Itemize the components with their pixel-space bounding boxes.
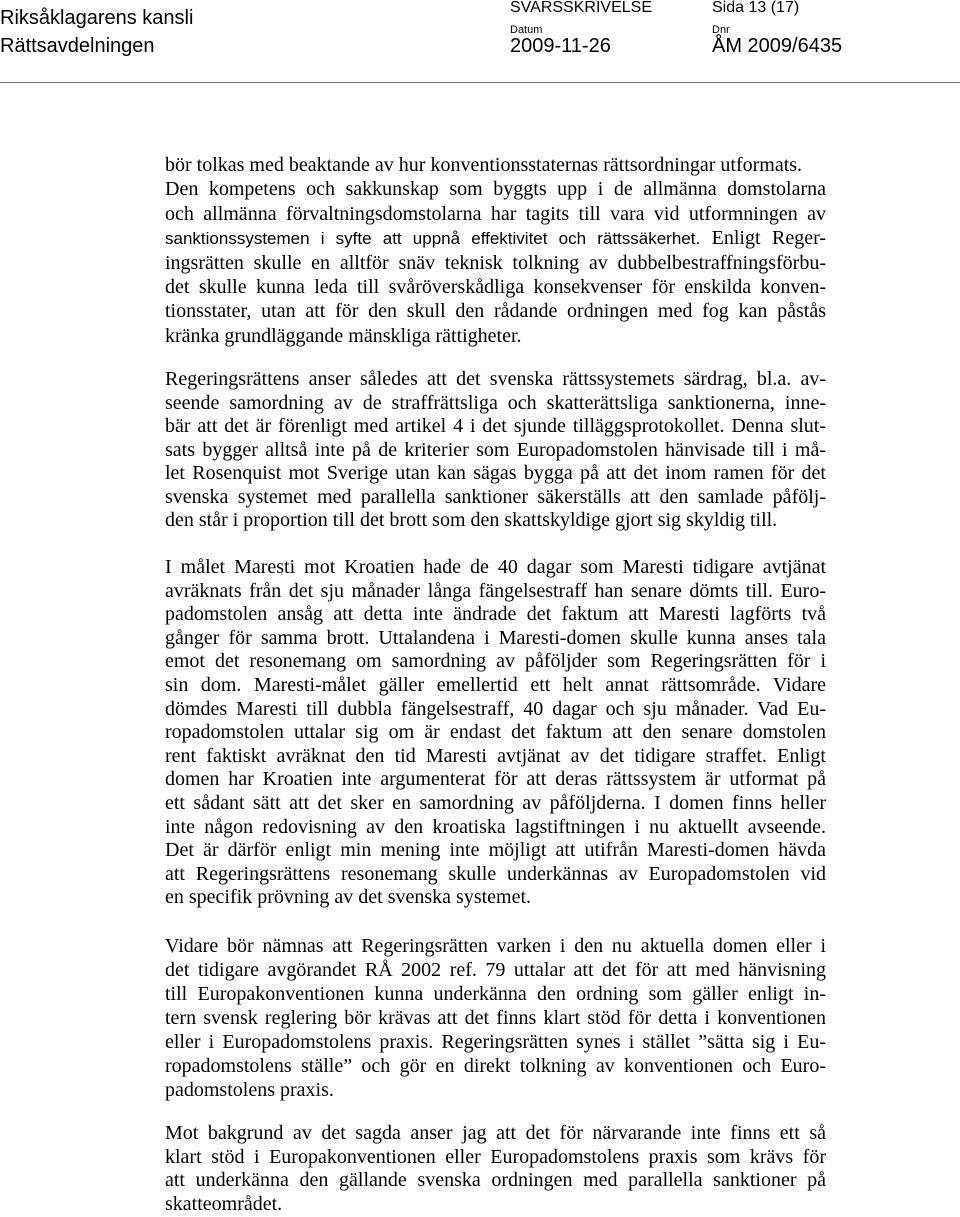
text-line: sats bygger alltså inte på de kriterier som Europadomstolen hänvisade till i må- <box>165 438 826 461</box>
text-line: det tidigare avgörandet RÅ 2002 ref. 79 uttalar att det för att med hänvisning <box>165 959 826 981</box>
text-line: den står i proportion till det brott som den skattskyldige gjort sig skyldig till. <box>165 509 778 531</box>
text-line: domen har Kroatien inte argumenterat för att deras rättssystem är utformat på <box>165 768 826 791</box>
page-number: Sida 13 (17) <box>712 0 800 16</box>
text-line: eller i Europadomstolens praxis. Regeringsrätten synes i stället ”sätta sig i Eu- <box>165 1031 826 1053</box>
text-line: padomstolens praxis. <box>165 1079 334 1101</box>
text-line: padomstolen ansåg att detta inte ändrade det faktum att Maresti lagförts två <box>165 603 826 626</box>
paragraph <box>165 1122 826 1216</box>
text-line: let Rosenquist mot Sverige utan kan sägas bygga på att det inom ramen för det <box>165 462 826 484</box>
text-line: Mot bakgrund av det sagda anser jag att det för närvarande inte finns ett så <box>165 1122 826 1144</box>
text-line: och allmänna förvaltningsdomstolarna har tagits till vara vid utformningen av <box>165 202 826 225</box>
text-line: sin dom. Maresti-målet gäller emellertid ett helt annat rättsområde. Vidare <box>165 673 826 696</box>
department-name: Rättsavdelningen <box>0 35 155 57</box>
text-line: Vidare bör nämnas att Regeringsrätten varken i den nu aktuella domen eller i <box>165 935 826 957</box>
text-segment: Enligt Reger- <box>711 227 826 250</box>
organization-name: Riksåklagarens kansli <box>0 7 194 29</box>
paragraph <box>165 153 826 348</box>
text-line: svenska systemet med parallella sanktioner säkerställs att den samlade påfölj- <box>165 485 826 508</box>
text-segment: sanktionssystemen i syfte att uppnå effektivitet och rättssäkerhet. <box>165 229 701 249</box>
text-line: att Regeringsrättens resonemang skulle underkännas av Europadomstolen vid <box>165 862 826 885</box>
text-line: skatteområdet. <box>165 1192 283 1215</box>
text-line: Regeringsrättens anser således att det svenska rättssystemets särdrag, bl.a. av- <box>165 368 826 390</box>
text-line: en specifik prövning av det svenska systemet. <box>165 886 532 909</box>
text-line: inte någon redovisning av den kroatiska lagstiftningen i nu aktuellt avseende. <box>165 815 826 838</box>
paragraph <box>165 556 826 910</box>
text-line: ett sådant sätt att det sker en samordning av påföljderna. I domen finns heller <box>165 791 826 814</box>
header-rule <box>0 82 960 83</box>
document-type: SVARSSKRIVELSE <box>510 0 652 16</box>
text-line: ropadomstolen uttalar sig om är endast det faktum att den senare domstolen <box>165 721 826 744</box>
text-line: kränka grundläggande mänskliga rättigheter. <box>165 324 522 347</box>
text-line: ropadomstolens ställe” och gör en direkt tolkning av konventionen och Euro- <box>165 1055 826 1077</box>
text-line: ingsrätten skulle en alltför snäv teknisk tolkning av dubbelbestraffningsförbu- <box>165 251 826 274</box>
paragraph <box>165 368 826 533</box>
text-line: gånger för samma brott. Uttalandena i Maresti-domen skulle kunna anses tala <box>165 626 826 649</box>
text-line: att underkänna den gällande svenska ordningen med parallella sanktioner på <box>165 1169 826 1191</box>
text-line <box>165 226 826 250</box>
paragraph <box>165 934 826 1102</box>
text-line: I målet Maresti mot Kroatien hade de 40 dagar som Maresti tidigare avtjänat <box>165 556 826 578</box>
text-line: bör tolkas med beaktande av hur konventionsstaternas rättsordningar utformats. <box>165 154 803 176</box>
reference-number: ÅM 2009/6435 <box>712 35 843 57</box>
reference-label: Dnr <box>712 24 730 36</box>
text-line: emot det resonemang om samordning av påföljder som Regeringsrätten för i <box>165 650 826 673</box>
date-label: Datum <box>510 24 543 36</box>
text-line: till Europakonventionen kunna underkänna den ordning som gäller enligt in- <box>165 983 826 1005</box>
text-line: Den kompetens och sakkunskap som byggts upp i de allmänna domstolarna <box>165 178 826 201</box>
text-line: dömdes Maresti till dubbla fängelsestraff, 40 dagar och sju månader. Vad Eu- <box>165 697 826 720</box>
text-line: klart stöd i Europakonventionen eller Europadomstolens praxis som krävs för <box>165 1145 826 1168</box>
text-line: det skulle kunna leda till svåröverskådliga konsekvenser för enskilda konven- <box>165 275 826 298</box>
date-value: 2009-11-26 <box>510 35 611 57</box>
text-line: tern svensk reglering bör krävas att det finns klart stöd för detta i konventionen <box>165 1007 826 1029</box>
text-line: bär att det är förenligt med artikel 4 i det sjunde tilläggsprotokollet. Denna slut- <box>165 415 826 437</box>
text-line: tionsstater, utan att för den skull den rådande ordningen med fog kan påstås <box>165 300 826 323</box>
text-line: avräknats från det sju månader långa fängelsestraff han senare dömts till. Euro- <box>165 579 826 602</box>
text-line: seende samordning av de straffrättsliga och skatterättsliga sanktionerna, inne- <box>165 391 826 414</box>
text-line: rent faktiskt avräknat den tid Maresti avtjänat av det tidigare straffet. Enligt <box>165 744 826 767</box>
text-line: Det är därför enligt min mening inte möjligt att utifrån Maresti-domen hävda <box>165 839 826 862</box>
